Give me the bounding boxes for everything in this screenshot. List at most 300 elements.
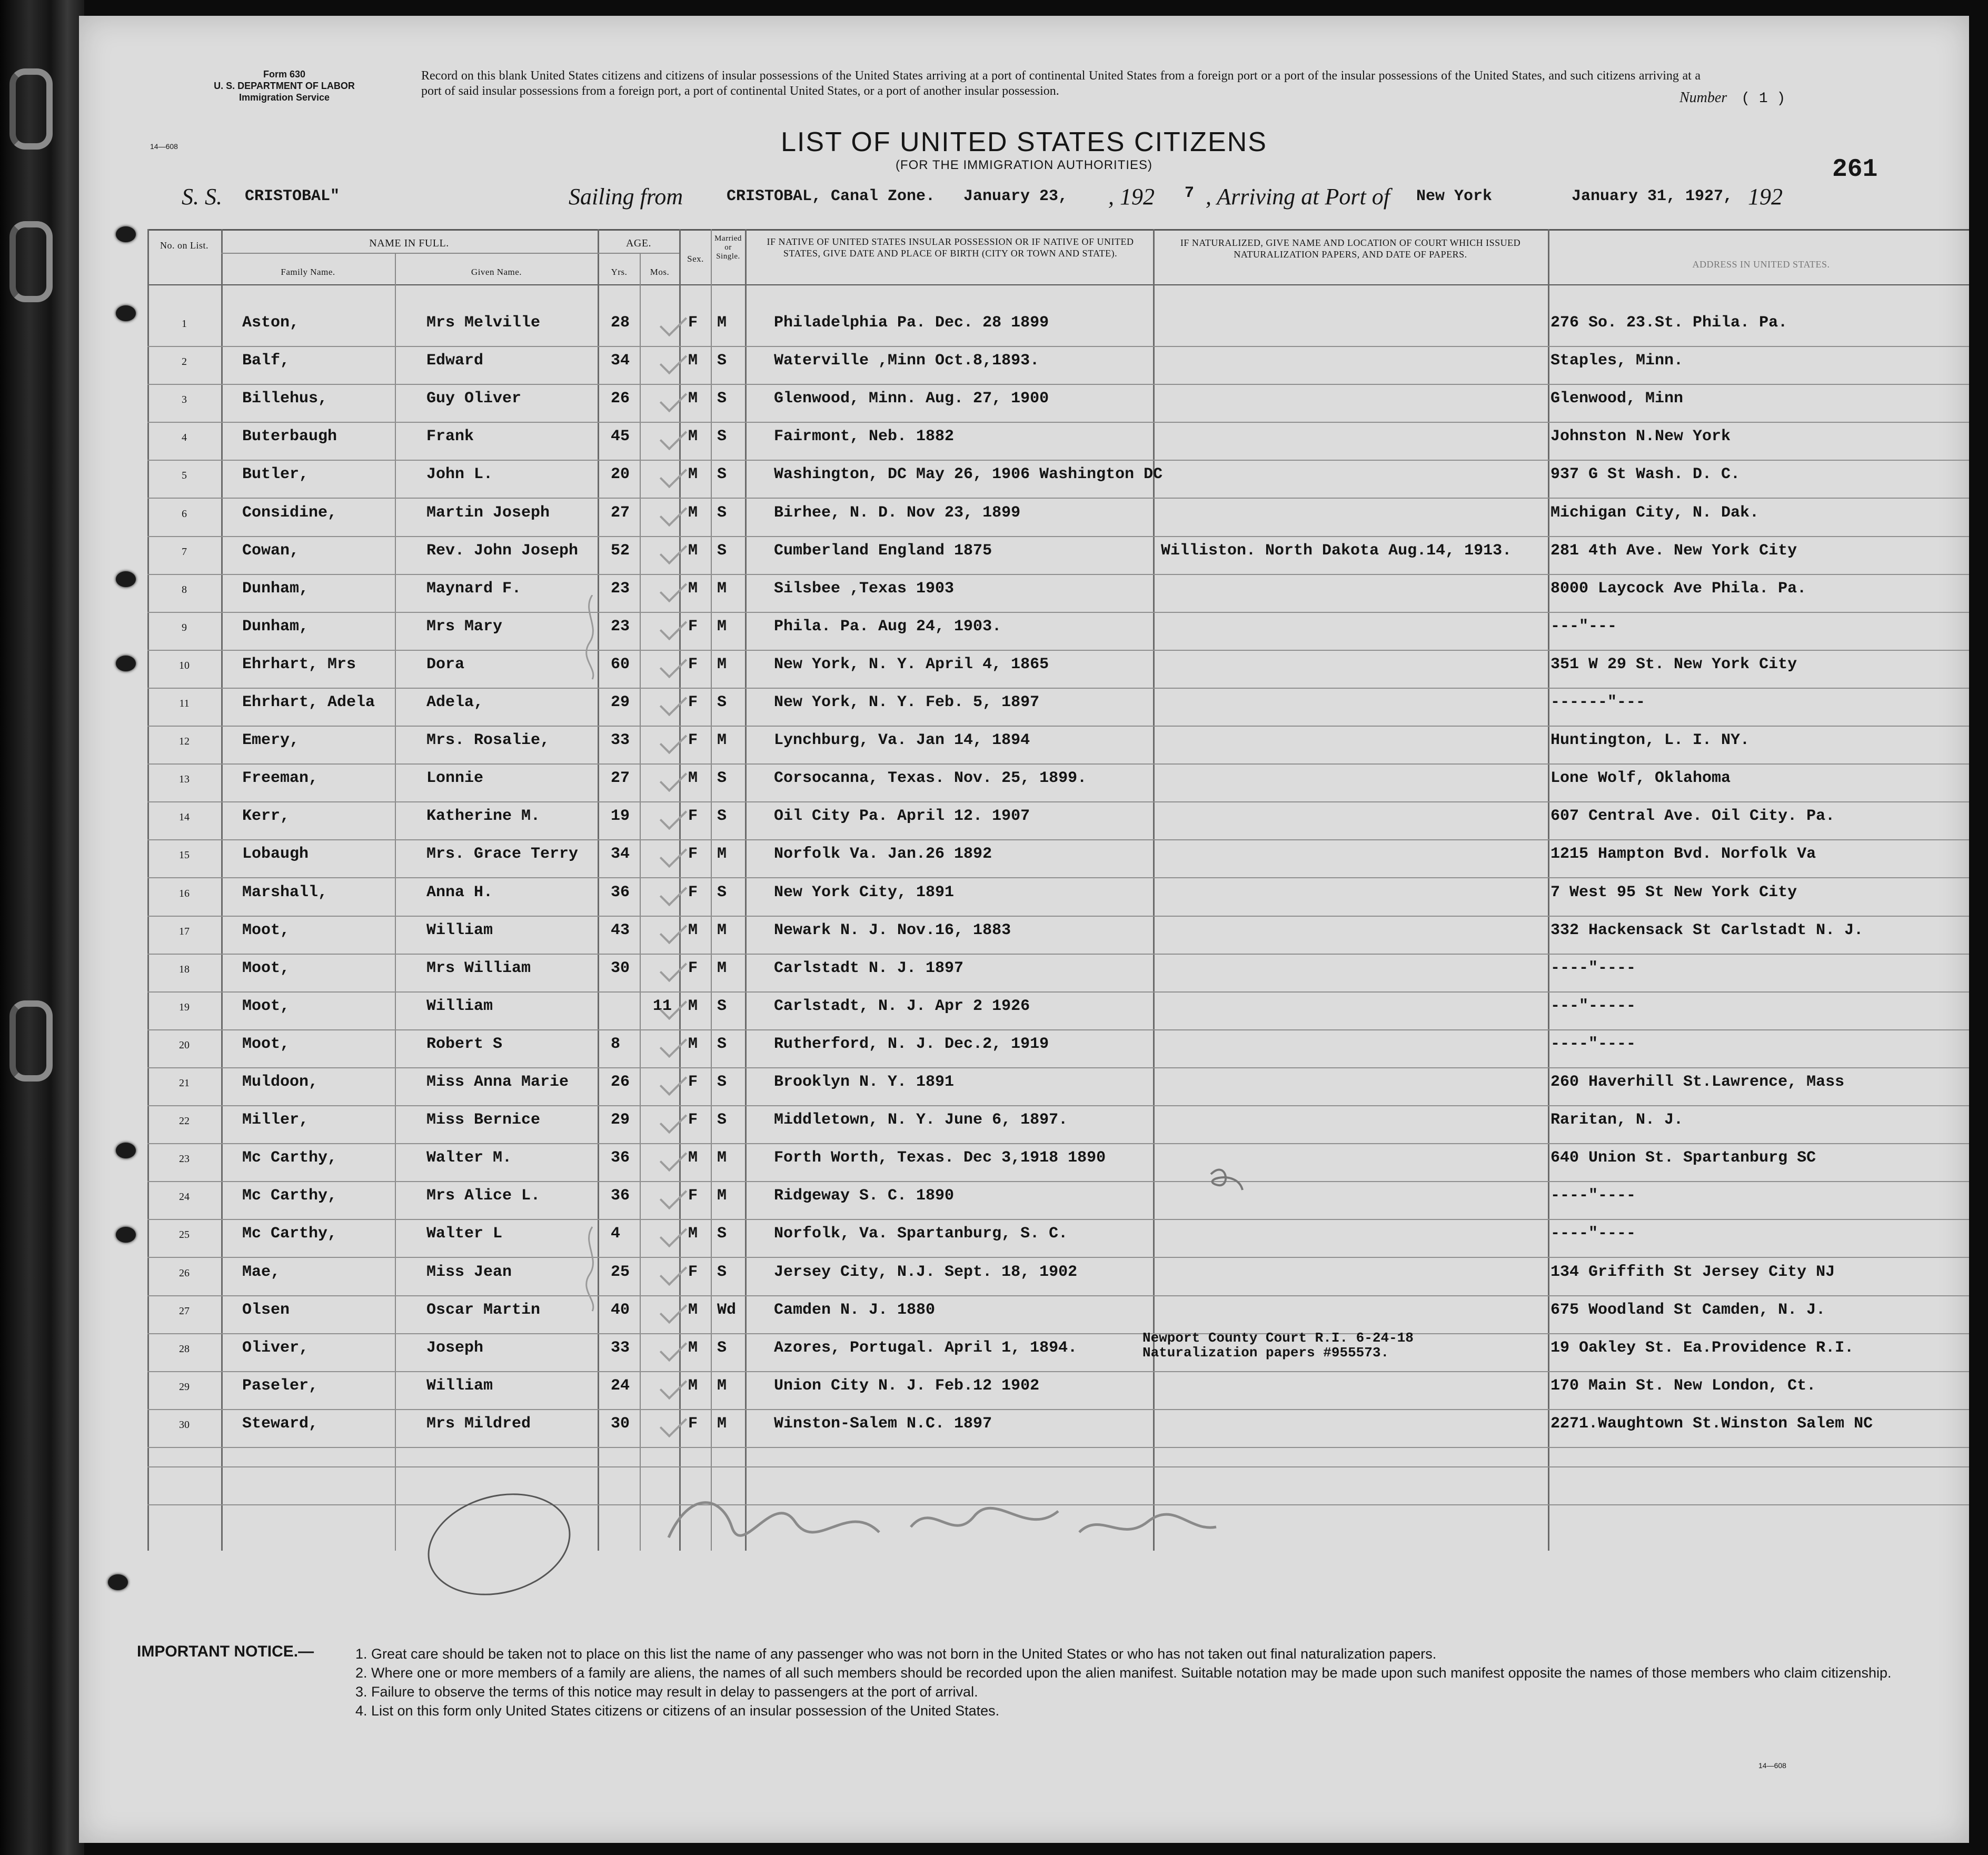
given-name: Adela, — [426, 693, 484, 711]
us-address: Huntington, L. I. NY. — [1550, 731, 1750, 750]
sex: F — [688, 1073, 698, 1091]
form-code: 14—608 — [150, 142, 178, 151]
us-address: Raritan, N. J. — [1550, 1111, 1684, 1129]
marital-status: M — [717, 314, 727, 332]
table-top-rule — [147, 229, 1969, 231]
check-mark — [660, 499, 687, 526]
age-years: 29 — [611, 1111, 630, 1129]
row-number: 25 — [179, 1229, 190, 1241]
row-number: 2 — [182, 356, 187, 368]
handwritten-mark — [1200, 1158, 1253, 1201]
age-years: 36 — [611, 883, 630, 901]
header-yrs: Yrs. — [611, 267, 628, 277]
row-number: 11 — [179, 698, 190, 709]
naturalization: Williston. North Dakota Aug.14, 1913. — [1161, 541, 1512, 560]
sex: M — [688, 1035, 698, 1053]
family-name: Ehrhart, Adela — [242, 693, 375, 711]
age-years: 60 — [611, 655, 630, 673]
family-name: Paseler, — [242, 1376, 319, 1395]
given-name: William — [426, 1376, 493, 1395]
us-address: ----"---- — [1550, 1225, 1636, 1243]
birth-place-date: Carlstadt, N. J. Apr 2 1926 — [774, 997, 1030, 1015]
row-number: 8 — [182, 583, 187, 596]
age-years: 26 — [611, 390, 630, 408]
age-years: 33 — [611, 731, 630, 750]
table-row — [79, 992, 1969, 1030]
table-row — [79, 726, 1969, 764]
birth-place-date: Newark N. J. Nov.16, 1883 — [774, 921, 1011, 939]
family-name: Cowan, — [242, 541, 300, 560]
age-years: 30 — [611, 959, 630, 977]
check-mark — [660, 1220, 687, 1247]
us-address: Glenwood, Minn — [1550, 390, 1684, 408]
family-name: Kerr, — [242, 807, 290, 826]
check-mark — [660, 461, 687, 488]
birth-place-date: Jersey City, N.J. Sept. 18, 1902 — [774, 1263, 1078, 1281]
us-address: 19 Oakley St. Ea.Providence R.I. — [1550, 1338, 1854, 1357]
us-address: 281 4th Ave. New York City — [1550, 541, 1797, 560]
sex: F — [688, 1414, 698, 1433]
marital-status: M — [717, 731, 727, 750]
sex: M — [688, 390, 698, 408]
table-row — [79, 954, 1969, 992]
marital-status: M — [717, 845, 727, 864]
table-row — [79, 650, 1969, 688]
list-number — [1679, 90, 1785, 107]
birth-place-date: Fairmont, Neb. 1882 — [774, 428, 955, 446]
marital-status: M — [717, 655, 727, 673]
marital-status: M — [717, 1414, 727, 1433]
page-title: LIST OF UNITED STATES CITIZENS — [781, 127, 1267, 157]
family-name: Moot, — [242, 1035, 290, 1053]
marital-status: M — [717, 959, 727, 977]
table-row — [79, 1219, 1969, 1257]
family-name: Miller, — [242, 1111, 309, 1129]
birth-place-date: New York, N. Y. April 4, 1865 — [774, 655, 1049, 673]
us-address: 170 Main St. New London, Ct. — [1550, 1376, 1816, 1395]
family-name: Mc Carthy, — [242, 1225, 337, 1243]
check-mark — [660, 1372, 687, 1400]
birth-place-date: Cumberland England 1875 — [774, 541, 992, 560]
table-row — [79, 1330, 1969, 1372]
marital-status: M — [717, 1149, 727, 1167]
age-years: 20 — [611, 465, 630, 484]
table-row — [79, 878, 1969, 916]
marital-status: S — [717, 1073, 727, 1091]
sex: M — [688, 428, 698, 446]
sex: M — [688, 1301, 698, 1319]
sailing-date: January 23, — [963, 187, 1068, 205]
us-address: Michigan City, N. Dak. — [1550, 503, 1760, 522]
table-row — [79, 1182, 1969, 1219]
sex: F — [688, 1187, 698, 1205]
sex: F — [688, 693, 698, 711]
punch-hole — [108, 1574, 128, 1590]
row-number: 29 — [179, 1381, 190, 1393]
binder-ring — [9, 221, 53, 302]
table-row — [79, 346, 1969, 384]
given-name: Robert S — [426, 1035, 503, 1053]
marital-status: M — [717, 921, 727, 939]
header-married-single: Married or Single. — [714, 234, 742, 261]
sex: M — [688, 541, 698, 560]
marital-status: S — [717, 390, 727, 408]
table-row — [79, 1144, 1969, 1182]
birth-place-date: New York, N. Y. Feb. 5, 1897 — [774, 693, 1040, 711]
us-address: 260 Haverhill St.Lawrence, Mass — [1550, 1073, 1845, 1091]
us-address: 937 G St Wash. D. C. — [1550, 465, 1741, 484]
age-years: 40 — [611, 1301, 630, 1319]
sex: M — [688, 579, 698, 598]
table-row — [79, 574, 1969, 612]
punch-hole — [116, 1227, 136, 1243]
us-address: Johnston N.New York — [1550, 428, 1731, 446]
table-row — [79, 612, 1969, 650]
age-years: 8 — [611, 1035, 621, 1053]
given-name: Dora — [426, 655, 465, 673]
table-row — [79, 422, 1969, 460]
arrival-port: New York — [1416, 187, 1493, 205]
given-name: Lonnie — [426, 769, 484, 788]
marital-status: M — [717, 579, 727, 598]
given-name: Edward — [426, 352, 484, 370]
birth-place-date: Rutherford, N. J. Dec.2, 1919 — [774, 1035, 1049, 1053]
table-row — [79, 802, 1969, 840]
row-number: 3 — [182, 394, 187, 406]
us-address: 134 Griffith St Jersey City NJ — [1550, 1263, 1835, 1281]
table-row — [79, 1372, 1969, 1410]
row-number: 5 — [182, 470, 187, 482]
check-mark — [660, 1068, 687, 1096]
family-name: Olsen — [242, 1301, 290, 1319]
binder-edge — [0, 0, 84, 1855]
given-name: Walter M. — [426, 1149, 512, 1167]
sex: M — [688, 1225, 698, 1243]
age-years: 29 — [611, 693, 630, 711]
us-address: ----"---- — [1550, 1187, 1636, 1205]
marital-status: S — [717, 807, 727, 826]
age-years: 36 — [611, 1187, 630, 1205]
marital-status: S — [717, 541, 727, 560]
family-name: Mc Carthy, — [242, 1187, 337, 1205]
row-number: 4 — [182, 432, 187, 444]
us-address: Staples, Minn. — [1550, 352, 1684, 370]
given-name: Mrs Melville — [426, 314, 541, 332]
us-address: 332 Hackensack St Carlstadt N. J. — [1550, 921, 1864, 939]
marital-status: S — [717, 503, 727, 522]
row-number: 12 — [179, 736, 190, 748]
sex: M — [688, 1376, 698, 1395]
given-name: Miss Bernice — [426, 1111, 541, 1129]
row-number: 23 — [179, 1153, 190, 1165]
check-mark — [660, 1296, 687, 1323]
us-address: ----"---- — [1550, 1035, 1636, 1053]
table-row — [79, 1068, 1969, 1106]
arrival-year-prefix: 192 — [1748, 184, 1783, 210]
us-address: 675 Woodland St Camden, N. J. — [1550, 1301, 1826, 1319]
age-years: 43 — [611, 921, 630, 939]
table-row — [79, 1258, 1969, 1296]
given-name: Mrs. Rosalie, — [426, 731, 550, 750]
given-name: Mrs William — [426, 959, 531, 977]
table-row — [79, 460, 1969, 498]
family-name: Lobaugh — [242, 845, 309, 864]
check-mark — [660, 840, 687, 868]
number-label: Number — [1679, 90, 1727, 106]
given-name: Maynard F. — [426, 579, 522, 598]
header-family-name: Family Name. — [281, 267, 335, 277]
age-years: 33 — [611, 1338, 630, 1357]
punch-hole — [116, 656, 136, 671]
sex: F — [688, 883, 698, 901]
manifest-page — [79, 16, 1969, 1843]
birth-place-date: Philadelphia Pa. Dec. 28 1899 — [774, 314, 1049, 332]
table-row — [79, 1296, 1969, 1334]
marital-status: S — [717, 465, 727, 484]
us-address: ----"---- — [1550, 959, 1636, 977]
table-row — [79, 688, 1969, 726]
sex: F — [688, 845, 698, 864]
sex: F — [688, 314, 698, 332]
row-number: 17 — [179, 925, 190, 937]
given-name: Joseph — [426, 1338, 484, 1357]
given-name: Martin Joseph — [426, 503, 550, 522]
table-head-rule — [147, 284, 1969, 285]
birth-place-date: Corsocanna, Texas. Nov. 25, 1899. — [774, 769, 1087, 788]
row-number: 24 — [179, 1191, 190, 1203]
age-years: 26 — [611, 1073, 630, 1091]
given-name: Walter L — [426, 1225, 503, 1243]
family-name: Moot, — [242, 921, 290, 939]
row-number: 16 — [179, 887, 190, 899]
table-row — [79, 537, 1969, 574]
number-value: ( 1 ) — [1741, 91, 1786, 107]
marital-status: M — [717, 1187, 727, 1205]
check-mark — [660, 347, 687, 374]
check-mark — [660, 727, 687, 754]
punch-hole — [116, 1143, 136, 1158]
marital-status: S — [717, 883, 727, 901]
row-number: 9 — [182, 621, 187, 633]
year-digit: 7 — [1185, 184, 1195, 202]
birth-place-date: New York City, 1891 — [774, 883, 955, 901]
us-address: 8000 Laycock Ave Phila. Pa. — [1550, 579, 1807, 598]
family-name: Aston, — [242, 314, 300, 332]
sex: M — [688, 997, 698, 1015]
marital-status: S — [717, 1035, 727, 1053]
punch-hole — [116, 226, 136, 242]
table-row — [79, 1030, 1969, 1068]
check-mark — [660, 613, 687, 640]
check-mark — [660, 955, 687, 982]
given-name: William — [426, 921, 493, 939]
birth-place-date: Silsbee ,Texas 1903 — [774, 579, 955, 598]
family-name: Dunham, — [242, 617, 309, 636]
age-years: 45 — [611, 428, 630, 446]
family-name: Mae, — [242, 1263, 281, 1281]
given-name: William — [426, 997, 493, 1015]
family-name: Muldoon, — [242, 1073, 319, 1091]
sex: F — [688, 617, 698, 636]
sailing-label: Sailing from — [569, 184, 683, 210]
check-mark — [660, 537, 687, 564]
row-number: 22 — [179, 1115, 190, 1127]
given-name: Katherine M. — [426, 807, 541, 826]
check-mark — [660, 993, 687, 1020]
row-number: 13 — [179, 773, 190, 786]
row-number: 18 — [179, 963, 190, 975]
age-years: 30 — [611, 1414, 630, 1433]
table-row — [79, 840, 1969, 878]
check-mark — [660, 423, 687, 450]
check-mark — [660, 689, 687, 716]
marital-status: S — [717, 997, 727, 1015]
sex: F — [688, 1111, 698, 1129]
marital-status: M — [717, 1376, 727, 1395]
punch-hole — [116, 305, 136, 321]
birth-place-date: Lynchburg, Va. Jan 14, 1894 — [774, 731, 1030, 750]
sex: M — [688, 503, 698, 522]
birth-place-date: Middletown, N. Y. June 6, 1897. — [774, 1111, 1068, 1129]
footer-code: 14—608 — [1758, 1761, 1786, 1770]
marital-status: S — [717, 1111, 727, 1129]
record-instructions: Record on this blank United States citizens and citizens of insular possessions of the United States arriving at a port of continental United States from a foreign port or a port of the insular possessions of the United States, and such citizens arriving at a port of said insular possessions from a foreign port, a port of continental United States, or a port of another insular possession. — [421, 69, 1701, 98]
family-name: Considine, — [242, 503, 337, 522]
naturalization: Newport County Court R.I. 6-24-18 Naturalization papers #955573. — [1142, 1330, 1414, 1361]
name-age-subrule — [221, 253, 679, 254]
birth-place-date: Winston-Salem N.C. 1897 — [774, 1414, 992, 1433]
binder-ring — [9, 68, 53, 150]
check-mark — [660, 1182, 687, 1209]
row-rule — [147, 1447, 1969, 1448]
check-mark — [660, 651, 687, 678]
family-name: Ehrhart, Mrs — [242, 655, 356, 673]
handwritten-annotation — [658, 1480, 1237, 1559]
sex: M — [688, 769, 698, 788]
sex: M — [688, 465, 698, 484]
family-name: Marshall, — [242, 883, 328, 901]
row-number: 6 — [182, 508, 187, 520]
given-name: John L. — [426, 465, 493, 484]
birth-place-date: Birhee, N. D. Nov 23, 1899 — [774, 503, 1021, 522]
binder-ring — [9, 1000, 53, 1082]
row-number: 15 — [179, 849, 190, 861]
header-mos: Mos. — [650, 267, 670, 277]
given-name: Miss Jean — [426, 1263, 512, 1281]
age-months: 11 — [653, 997, 672, 1015]
birth-place-date: Camden N. J. 1880 — [774, 1301, 936, 1319]
family-name: Mc Carthy, — [242, 1149, 337, 1167]
service-name: Immigration Service — [238, 92, 330, 103]
us-address: ---"--- — [1550, 617, 1617, 636]
notice-item: 2. Where one or more members of a family are aliens, the names of all such members should be recorded upon the alien manifest. Suitable notation may be made upon such manifest opposite the names of those members who claim citizenship. — [355, 1665, 1892, 1681]
birth-place-date: Forth Worth, Texas. Dec 3,1918 1890 — [774, 1149, 1106, 1167]
us-address: 1215 Hampton Bvd. Norfolk Va — [1550, 845, 1816, 864]
age-years: 19 — [611, 807, 630, 826]
given-name: Anna H. — [426, 883, 493, 901]
check-mark — [660, 1258, 687, 1285]
table-row — [79, 384, 1969, 422]
header-age: AGE. — [625, 237, 652, 249]
header-birth-place: IF NATIVE OF UNITED STATES INSULAR POSSESSION OR IF NATIVE OF UNITED STATES, GIVE DATE AND PLACE OF BIRTH (CITY OR TOWN AND STATE). — [767, 236, 1134, 259]
family-name: Moot, — [242, 959, 290, 977]
ship-name: CRISTOBAL" — [245, 187, 340, 205]
family-name: Buterbaugh — [242, 428, 337, 446]
us-address: ------"--- — [1550, 693, 1646, 711]
header-no: No. on List. — [160, 240, 208, 251]
check-mark — [660, 385, 687, 412]
table-row — [79, 1410, 1969, 1447]
check-mark — [660, 1334, 687, 1362]
page-subtitle: (FOR THE IMMIGRATION AUTHORITIES) — [895, 158, 1153, 172]
age-years: 27 — [611, 769, 630, 788]
birth-place-date: Glenwood, Minn. Aug. 27, 1900 — [774, 390, 1049, 408]
row-number: 7 — [182, 545, 187, 558]
notice-item: 1. Great care should be taken not to place on this list the name of any passenger who was not born in the United States or who has not taken out final naturalization papers. — [355, 1646, 1437, 1662]
table-row — [79, 1106, 1969, 1144]
us-address: 276 So. 23.St. Phila. Pa. — [1550, 314, 1788, 332]
arrival-date: January 31, 1927, — [1572, 187, 1733, 205]
punch-hole — [116, 571, 136, 587]
marital-status: Wd — [717, 1301, 737, 1319]
marital-status: S — [717, 693, 727, 711]
us-address: 7 West 95 St New York City — [1550, 883, 1797, 901]
birth-place-date: Norfolk Va. Jan.26 1892 — [774, 845, 992, 864]
header-given-name: Given Name. — [471, 267, 522, 277]
birth-place-date: Carlstadt N. J. 1897 — [774, 959, 964, 977]
year-prefix: , 192 — [1108, 184, 1155, 210]
marital-status: S — [717, 1225, 727, 1243]
family-name: Billehus, — [242, 390, 328, 408]
family-name: Moot, — [242, 997, 290, 1015]
family-name: Dunham, — [242, 579, 309, 598]
row-number: 1 — [182, 318, 187, 330]
table-row — [79, 499, 1969, 537]
marital-status: M — [717, 617, 727, 636]
age-years: 23 — [611, 579, 630, 598]
sex: M — [688, 921, 698, 939]
birth-place-date: Waterville ,Minn Oct.8,1893. — [774, 352, 1040, 370]
age-years: 36 — [611, 1149, 630, 1167]
check-mark — [660, 765, 687, 792]
us-address: 2271.Waughtown St.Winston Salem NC — [1550, 1414, 1873, 1433]
birth-place-date: Ridgeway S. C. 1890 — [774, 1187, 955, 1205]
row-number: 21 — [179, 1077, 190, 1089]
given-name: Mrs Mildred — [426, 1414, 531, 1433]
check-mark — [660, 575, 687, 602]
notice-item: 4. List on this form only United States citizens or citizens of an insular possession of the United States. — [355, 1703, 1000, 1719]
given-name: Mrs Alice L. — [426, 1187, 541, 1205]
row-number: 10 — [179, 659, 190, 671]
age-years: 34 — [611, 845, 630, 864]
age-years: 24 — [611, 1376, 630, 1395]
marital-status: S — [717, 352, 727, 370]
birth-place-date: Oil City Pa. April 12. 1907 — [774, 807, 1030, 826]
age-years: 28 — [611, 314, 630, 332]
form-identifier — [137, 68, 432, 103]
us-address: 640 Union St. Spartanburg SC — [1550, 1149, 1816, 1167]
check-mark — [660, 1410, 687, 1437]
notice-label: IMPORTANT NOTICE.— — [137, 1643, 314, 1660]
given-name: Oscar Martin — [426, 1301, 541, 1319]
check-mark — [660, 1106, 687, 1134]
family-name: Steward, — [242, 1414, 319, 1433]
sex: F — [688, 655, 698, 673]
check-mark — [660, 878, 687, 906]
marital-status: S — [717, 769, 727, 788]
family-name: Oliver, — [242, 1338, 309, 1357]
form-number: Form 630 — [263, 69, 306, 80]
